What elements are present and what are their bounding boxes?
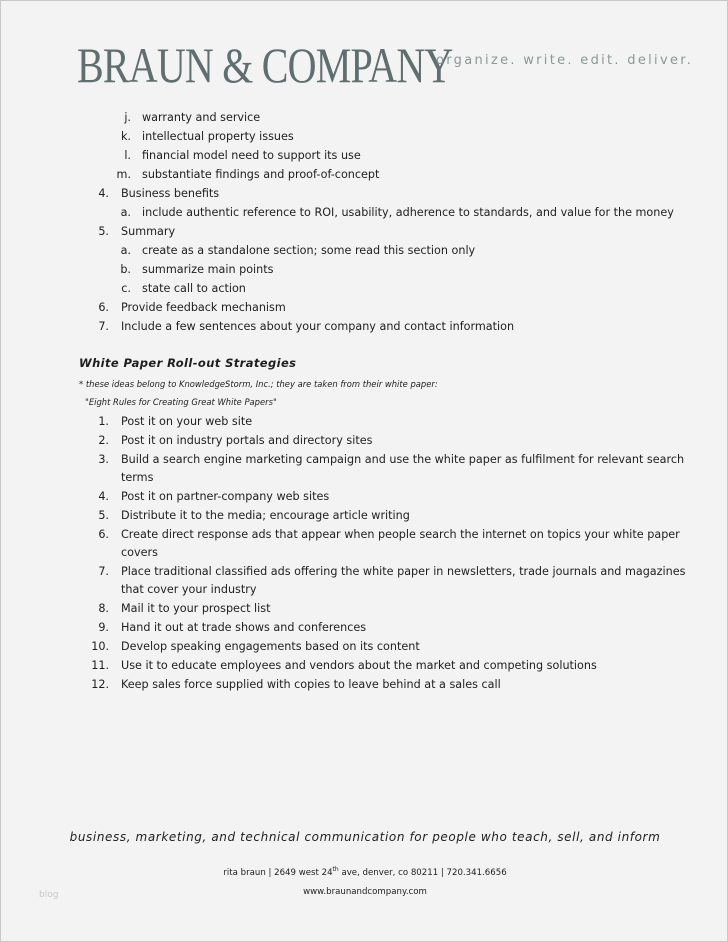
list-marker: 4.	[98, 490, 109, 503]
list-text: warranty and service	[142, 111, 261, 124]
list-marker: 9.	[98, 621, 109, 634]
list-marker: l.	[124, 149, 131, 162]
list-text: Summary	[121, 225, 176, 238]
list-marker: 8.	[98, 602, 109, 615]
company-logo: BRAUN & COMPANY	[77, 37, 453, 93]
footer-website: www.braunandcompany.com	[303, 887, 427, 897]
footer-address	[1, 866, 728, 878]
strategy-text: Hand it out at trade shows and conferences	[121, 621, 367, 634]
list-marker: 5.	[98, 509, 109, 522]
footer-tagline: business, marketing, and technical communication for people who teach, sell, and inform	[69, 830, 661, 844]
list-text: intellectual property issues	[142, 130, 294, 143]
strategy-text: Build a search engine marketing campaign and use the white paper as fulfilment for relevant search	[121, 453, 685, 466]
list-text: Provide feedback mechanism	[121, 301, 286, 314]
strategy-text: that cover your industry	[121, 583, 257, 596]
list-marker: 11.	[91, 659, 109, 672]
list-text: summarize main points	[142, 263, 274, 276]
list-text: Business benefits	[121, 187, 220, 200]
list-text: include authentic reference to ROI, usability, adherence to standards, and value for the money	[142, 206, 674, 219]
watermark: blog	[39, 890, 59, 900]
strategy-text: Post it on partner-company web sites	[121, 490, 330, 503]
list-marker: 5.	[98, 225, 109, 238]
address-part: ave, denver, co 80211 | 720.341.6656	[338, 867, 507, 878]
source-title: "Eight Rules for Creating Great White Papers"	[85, 397, 277, 407]
list-marker: k.	[120, 130, 131, 143]
address-part: rita braun | 2649 west 24	[223, 867, 333, 878]
list-marker: m.	[116, 168, 131, 181]
strategy-text: Create direct response ads that appear when people search the internet on topics your white paper	[121, 528, 680, 541]
list-text: create as a standalone section; some read this section only	[142, 244, 476, 257]
section-heading: White Paper Roll-out Strategies	[79, 356, 297, 370]
list-marker: a.	[120, 244, 131, 257]
list-text: state call to action	[142, 282, 246, 295]
address-superscript: th	[332, 866, 339, 873]
list-marker: 12.	[91, 678, 109, 691]
strategy-text: Post it on your web site	[121, 415, 253, 428]
list-text: financial model need to support its use	[142, 149, 361, 162]
list-marker: 7.	[98, 565, 109, 578]
list-marker: j.	[124, 111, 131, 124]
list-marker: 6.	[98, 301, 109, 314]
list-marker: a.	[120, 206, 131, 219]
list-marker: 6.	[98, 528, 109, 541]
strategy-text: covers	[121, 546, 158, 559]
list-marker: b.	[120, 263, 131, 276]
list-text: substantiate findings and proof-of-concept	[142, 168, 380, 181]
company-tagline: organize. write. edit. deliver.	[436, 53, 694, 68]
list-marker: 4.	[98, 187, 109, 200]
list-marker: 3.	[98, 453, 109, 466]
strategy-text: Mail it to your prospect list	[121, 602, 271, 615]
list-marker: c.	[121, 282, 131, 295]
list-marker: 1.	[98, 415, 109, 428]
list-marker: 10.	[91, 640, 109, 653]
strategy-text: Place traditional classified ads offering the white paper in newsletters, trade journals and magazines	[121, 565, 686, 578]
strategy-text: Use it to educate employees and vendors about the market and competing solutions	[121, 659, 597, 672]
strategy-text: Distribute it to the media; encourage article writing	[121, 509, 410, 522]
strategy-text: terms	[121, 471, 154, 484]
list-marker: 2.	[98, 434, 109, 447]
strategy-text: Develop speaking engagements based on its content	[121, 640, 420, 653]
list-marker: 7.	[98, 320, 109, 333]
strategy-text: Keep sales force supplied with copies to leave behind at a sales call	[121, 678, 501, 691]
list-text: Include a few sentences about your company and contact information	[121, 320, 515, 333]
strategy-text: Post it on industry portals and directory sites	[121, 434, 373, 447]
source-note: * these ideas belong to KnowledgeStorm, Inc.; they are taken from their white paper:	[79, 379, 438, 389]
